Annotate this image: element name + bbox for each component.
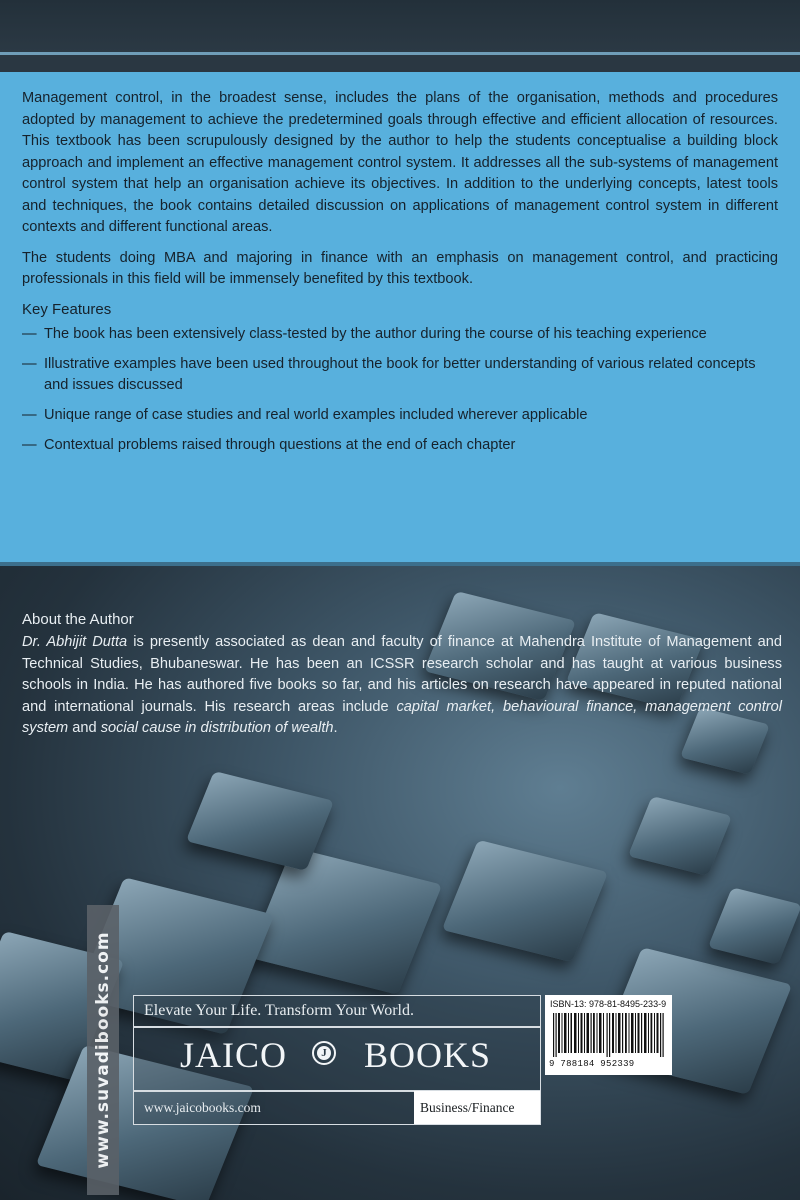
decorative-tile <box>708 887 800 964</box>
decorative-tile <box>628 796 732 876</box>
isbn-label: ISBN-13: 978-81-8495-233-9 <box>550 999 667 1009</box>
about-author <box>22 611 782 740</box>
logo-letter: J <box>317 1046 331 1060</box>
description-paragraph-2: The students doing MBA and majoring in finance with an emphasis on management control, and practicing professionals in this field will be immensely benefited by this textbook. <box>22 249 778 287</box>
author-section-title: About the Author <box>22 611 134 628</box>
key-feature-item <box>22 354 778 396</box>
research-area-1: capital market, behavioural finance, management control system <box>22 698 783 736</box>
dark-gap <box>0 55 800 72</box>
key-feature-item <box>22 405 778 426</box>
key-feature-text: Unique range of case studies and real world examples included wherever applicable <box>44 406 588 423</box>
dash-bullet: — <box>22 436 37 453</box>
publisher-tagline: Elevate Your Life. Transform Your World. <box>144 1002 414 1019</box>
decorative-tile <box>186 771 334 871</box>
bio-end: . <box>333 720 338 736</box>
dash-bullet: — <box>22 355 37 372</box>
top-band <box>0 0 800 52</box>
author-bio <box>22 632 782 740</box>
publisher-divider <box>134 1026 540 1028</box>
key-feature-text: Illustrative examples have been used throughout the book for better understanding of various related concepts and issues discussed <box>44 355 756 393</box>
watermark-text: www.suvadibooks.com <box>93 931 113 1169</box>
author-bio-text: is presently associated as dean and faculty of finance at Mahendra Institute of Management and Technical Studies, Bhubaneswar. He has been an ICSSR research scholar and has taught at various business schools in India. He has authored five books so far, and his articles on research have appeared in reputed national and international journals. His research areas include <box>22 634 782 715</box>
decorative-tile <box>248 847 442 994</box>
decorative-tile <box>442 840 608 962</box>
description-paragraph-1: Management control, in the broadest sense, includes the plans of the organisation, methods and procedures adopted by management to achieve the predetermined goals through effective and efficient allocation of resources. This textbook has been scrupulously designed by the author to help the students conceptualise a building block approach and implement an effective management control system. It addresses all the sub-systems of management control system that help an organisation achieve its objectives. In addition to the underlying concepts, latest tools and techniques, the book contains detailed discussion on applications of management control system in different contexts and different functional areas. <box>22 90 778 235</box>
jaico-logo-icon <box>312 1041 336 1065</box>
key-features-list <box>22 324 778 456</box>
publisher-website: www.jaicobooks.com <box>144 1100 261 1115</box>
publisher-name-right: BOOKS <box>364 1035 492 1075</box>
dash-bullet: — <box>22 325 37 342</box>
dash-bullet: — <box>22 406 37 423</box>
key-feature-item <box>22 324 778 345</box>
publisher-name-left: JAICO <box>180 1035 288 1075</box>
watermark-strip <box>87 905 119 1195</box>
publisher-box <box>133 995 541 1125</box>
category-label <box>414 1091 540 1124</box>
and-text: and <box>68 720 101 736</box>
isbn-barcode-box <box>545 995 672 1075</box>
key-feature-text: Contextual problems raised through questions at the end of each chapter <box>44 436 516 453</box>
barcode-digits: 9 788184 952339 <box>549 1059 635 1069</box>
barcode-icon <box>551 1013 666 1057</box>
author-name: Dr. Abhijit Dutta <box>22 634 128 650</box>
key-feature-text: The book has been extensively class-tested by the author during the course of his teaching experience <box>44 325 707 342</box>
key-features-title: Key Features <box>22 300 112 318</box>
category-text: Business/Finance <box>420 1100 515 1115</box>
description-panel <box>0 72 800 562</box>
key-feature-item <box>22 435 778 456</box>
research-area-2: social cause in distribution of wealth <box>100 720 334 736</box>
